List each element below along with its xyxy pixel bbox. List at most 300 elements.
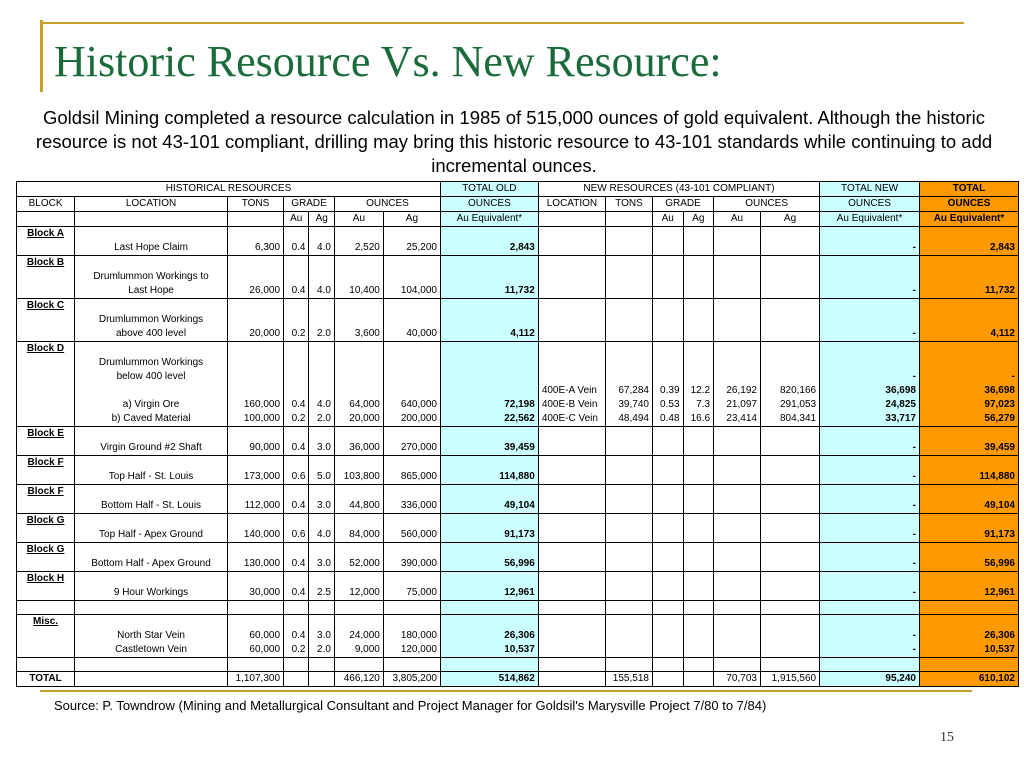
cell-ounces-au [334, 384, 383, 398]
cell-total-old [440, 427, 538, 442]
cell-new-location [538, 572, 605, 587]
cell-total-new [820, 227, 920, 242]
cell-new-grade-au [652, 356, 683, 370]
cell-ounces-ag: 104,000 [383, 284, 440, 299]
cell-ounces-au [334, 313, 383, 327]
cell-new-tons [606, 543, 653, 558]
cell-grade-ag: 2.0 [309, 412, 334, 427]
cell-total: 39,459 [920, 441, 1019, 456]
cell-new-grade-au [652, 256, 683, 271]
cell-grade-au [284, 514, 309, 529]
cell-block: Block G [17, 543, 75, 558]
cell-total-new: - [820, 284, 920, 299]
cell-ounces-au [334, 572, 383, 587]
cell-total-new: - [820, 441, 920, 456]
cell-total: 11,732 [920, 284, 1019, 299]
table-row [17, 256, 1019, 271]
cell-tons: 140,000 [227, 528, 283, 543]
cell-grade-ag [309, 572, 334, 587]
cell-location [75, 514, 228, 529]
cell-new-tons [606, 658, 653, 672]
cell-location [75, 615, 228, 630]
cell-new-tons [606, 586, 653, 601]
cell-new-ounces-au [714, 227, 761, 242]
cell-grade-ag: 3.0 [309, 441, 334, 456]
cell-new-tons: 39,740 [606, 398, 653, 412]
cell-ounces-au [334, 427, 383, 442]
cell-ounces-au: 84,000 [334, 528, 383, 543]
cell-tons [227, 601, 283, 615]
cell-new-ounces-au [714, 327, 761, 342]
cell-tons [227, 543, 283, 558]
cell-new-location [538, 270, 605, 284]
cell-new-ounces-ag [760, 299, 819, 314]
cell-block: Block F [17, 485, 75, 500]
source-note: Source: P. Towndrow (Mining and Metallurgical Consultant and Project Manager for Goldsil's Marysville Project 7/80 to 7/84) [54, 698, 767, 713]
cell-total-old [440, 256, 538, 271]
cell-ounces-ag [383, 384, 440, 398]
cell-grade-au: 0.2 [284, 643, 309, 658]
header-block: BLOCK [17, 197, 75, 212]
cell-grade-au: 0.4 [284, 284, 309, 299]
cell-new-location [538, 514, 605, 529]
cell-new-location [538, 313, 605, 327]
cell-block: TOTAL [17, 672, 75, 687]
cell-new-ounces-au [714, 543, 761, 558]
cell-grade-ag [309, 615, 334, 630]
table-row [17, 241, 1019, 256]
cell-ounces-ag [383, 313, 440, 327]
cell-block [17, 327, 75, 342]
cell-location: Drumlummon Workings [75, 313, 228, 327]
cell-new-location [538, 543, 605, 558]
cell-total-old: 56,996 [440, 557, 538, 572]
cell-new-location [538, 499, 605, 514]
cell-total-new: - [820, 586, 920, 601]
cell-ounces-ag [383, 601, 440, 615]
cell-total: 26,306 [920, 629, 1019, 643]
cell-new-location: 400E-B Vein [538, 398, 605, 412]
intro-paragraph: Goldsil Mining completed a resource calculation in 1985 of 515,000 ounces of gold equivalent. Although the historic resource is not 43-101 compliant, drilling may bring this historic resource to 43-101 standards while continuing to add incremental ounces. [35, 107, 993, 176]
cell-new-tons [606, 284, 653, 299]
cell-total-old: 49,104 [440, 499, 538, 514]
page-number: 15 [940, 730, 954, 745]
cell-total-new [820, 356, 920, 370]
cell-location: North Star Vein [75, 629, 228, 643]
cell-ounces-ag [383, 427, 440, 442]
resource-table [16, 181, 1019, 687]
cell-grade-au: 0.6 [284, 528, 309, 543]
cell-ounces-ag: 75,000 [383, 586, 440, 601]
cell-grade-au [284, 342, 309, 357]
cell-new-tons [606, 470, 653, 485]
cell-new-grade-au [652, 284, 683, 299]
cell-total-new [820, 572, 920, 587]
sub-header-empty [538, 212, 605, 227]
cell-new-grade-au [652, 629, 683, 643]
table-row [17, 227, 1019, 242]
cell-ounces-ag: 336,000 [383, 499, 440, 514]
cell-block [17, 412, 75, 427]
cell-tons [227, 299, 283, 314]
cell-new-grade-au [652, 370, 683, 384]
cell-total-old: 10,537 [440, 643, 538, 658]
cell-ounces-ag: 865,000 [383, 470, 440, 485]
cell-new-grade-au [652, 672, 683, 687]
cell-tons [227, 313, 283, 327]
cell-grade-au [284, 485, 309, 500]
cell-total-old [440, 270, 538, 284]
cell-ounces-ag: 3,805,200 [383, 672, 440, 687]
cell-block [17, 629, 75, 643]
table-row [17, 658, 1019, 672]
cell-location [75, 601, 228, 615]
cell-total [920, 342, 1019, 357]
cell-new-ounces-ag [760, 643, 819, 658]
cell-tons: 20,000 [227, 327, 283, 342]
table-row [17, 370, 1019, 384]
cell-block: Block A [17, 227, 75, 242]
cell-total [920, 227, 1019, 242]
sub-header-au-equivalent: Au Equivalent* [920, 212, 1019, 227]
cell-new-location [538, 427, 605, 442]
cell-new-grade-ag: 16.6 [683, 412, 714, 427]
cell-ounces-au [334, 514, 383, 529]
cell-new-grade-ag [683, 241, 714, 256]
cell-new-ounces-ag [760, 456, 819, 471]
cell-tons [227, 615, 283, 630]
cell-ounces-au [334, 456, 383, 471]
header-total-old-ounces: OUNCES [440, 197, 538, 212]
cell-new-location [538, 470, 605, 485]
cell-new-grade-ag [683, 470, 714, 485]
cell-new-grade-au [652, 572, 683, 587]
cell-total-new [820, 615, 920, 630]
cell-location [75, 456, 228, 471]
cell-new-grade-ag [683, 485, 714, 500]
cell-new-ounces-ag [760, 528, 819, 543]
cell-tons: 173,000 [227, 470, 283, 485]
cell-total-old [440, 370, 538, 384]
cell-new-grade-au: 0.39 [652, 384, 683, 398]
cell-total: 91,173 [920, 528, 1019, 543]
cell-tons [227, 370, 283, 384]
cell-total: 56,996 [920, 557, 1019, 572]
cell-ounces-ag: 270,000 [383, 441, 440, 456]
cell-new-grade-ag [683, 441, 714, 456]
cell-new-tons [606, 557, 653, 572]
cell-grade-au [284, 658, 309, 672]
cell-total-new [820, 256, 920, 271]
cell-tons [227, 427, 283, 442]
cell-total-new: - [820, 370, 920, 384]
cell-ounces-au [334, 658, 383, 672]
cell-new-grade-ag [683, 299, 714, 314]
cell-location [75, 256, 228, 271]
cell-new-grade-au: 0.53 [652, 398, 683, 412]
table-row [17, 629, 1019, 643]
cell-total-new: 33,717 [820, 412, 920, 427]
cell-new-location [538, 356, 605, 370]
cell-new-grade-ag [683, 227, 714, 242]
cell-grade-ag: 4.0 [309, 284, 334, 299]
cell-total [920, 601, 1019, 615]
cell-location: Last Hope Claim [75, 241, 228, 256]
cell-new-ounces-au [714, 572, 761, 587]
cell-total-old: 4,112 [440, 327, 538, 342]
cell-new-ounces-ag [760, 514, 819, 529]
cell-new-grade-au [652, 456, 683, 471]
cell-total-new: 24,825 [820, 398, 920, 412]
cell-new-grade-au [652, 342, 683, 357]
cell-total [920, 256, 1019, 271]
cell-grade-au [284, 299, 309, 314]
cell-total-new [820, 299, 920, 314]
cell-block [17, 586, 75, 601]
cell-new-grade-au [652, 313, 683, 327]
cell-tons [227, 356, 283, 370]
cell-ounces-au: 103,800 [334, 470, 383, 485]
cell-ounces-au: 64,000 [334, 398, 383, 412]
cell-new-tons: 48,494 [606, 412, 653, 427]
cell-total [920, 485, 1019, 500]
cell-new-ounces-au [714, 342, 761, 357]
cell-grade-au [284, 601, 309, 615]
header-new-location: LOCATION [538, 197, 605, 212]
cell-grade-ag: 3.0 [309, 557, 334, 572]
cell-total-new [820, 514, 920, 529]
cell-block: Block H [17, 572, 75, 587]
cell-location: above 400 level [75, 327, 228, 342]
cell-new-ounces-ag [760, 557, 819, 572]
header-new: NEW RESOURCES (43-101 COMPLIANT) [538, 182, 819, 197]
cell-ounces-ag [383, 514, 440, 529]
cell-ounces-ag [383, 615, 440, 630]
cell-new-ounces-au [714, 299, 761, 314]
sub-header-au-equivalent: Au Equivalent* [820, 212, 920, 227]
cell-new-grade-ag [683, 427, 714, 442]
cell-new-tons [606, 427, 653, 442]
cell-new-grade-ag [683, 327, 714, 342]
table-row [17, 485, 1019, 500]
cell-location: Bottom Half - Apex Ground [75, 557, 228, 572]
cell-block [17, 370, 75, 384]
table-row [17, 456, 1019, 471]
cell-location: Last Hope [75, 284, 228, 299]
cell-new-tons [606, 629, 653, 643]
cell-total [920, 356, 1019, 370]
cell-location: Top Half - Apex Ground [75, 528, 228, 543]
cell-ounces-ag [383, 227, 440, 242]
cell-new-ounces-ag [760, 227, 819, 242]
cell-location [75, 299, 228, 314]
cell-new-grade-ag [683, 643, 714, 658]
cell-new-ounces-ag [760, 601, 819, 615]
cell-new-ounces-au [714, 370, 761, 384]
cell-grade-au [284, 256, 309, 271]
cell-tons: 112,000 [227, 499, 283, 514]
cell-new-grade-ag [683, 313, 714, 327]
header-total-new-ounces: OUNCES [820, 197, 920, 212]
header-total-new: TOTAL NEW [820, 182, 920, 197]
cell-grade-au [284, 313, 309, 327]
cell-new-grade-au [652, 514, 683, 529]
title-accent-vertical [40, 20, 43, 92]
cell-tons [227, 658, 283, 672]
cell-new-location [538, 557, 605, 572]
cell-new-ounces-ag [760, 356, 819, 370]
cell-block [17, 241, 75, 256]
cell-new-ounces-ag: 291,053 [760, 398, 819, 412]
cell-tons: 60,000 [227, 643, 283, 658]
cell-total-old: 22,562 [440, 412, 538, 427]
cell-total: 610,102 [920, 672, 1019, 687]
cell-new-location [538, 456, 605, 471]
cell-total-old [440, 342, 538, 357]
cell-ounces-au [334, 601, 383, 615]
cell-total [920, 313, 1019, 327]
cell-new-tons [606, 601, 653, 615]
cell-total: 4,112 [920, 327, 1019, 342]
cell-new-grade-au [652, 227, 683, 242]
table-row [17, 543, 1019, 558]
cell-new-grade-au [652, 528, 683, 543]
cell-new-ounces-ag: 804,341 [760, 412, 819, 427]
cell-new-location: 400E-A Vein [538, 384, 605, 398]
cell-new-grade-au [652, 241, 683, 256]
cell-new-location [538, 299, 605, 314]
cell-grade-au: 0.4 [284, 499, 309, 514]
cell-new-ounces-ag [760, 658, 819, 672]
cell-grade-au: 0.6 [284, 470, 309, 485]
cell-grade-au [284, 427, 309, 442]
cell-total [920, 270, 1019, 284]
cell-new-tons [606, 327, 653, 342]
cell-total-old [440, 456, 538, 471]
cell-ounces-au [334, 615, 383, 630]
cell-ounces-ag [383, 370, 440, 384]
cell-ounces-au: 52,000 [334, 557, 383, 572]
cell-total-old [440, 601, 538, 615]
cell-new-ounces-au: 70,703 [714, 672, 761, 687]
header-new-tons: TONS [606, 197, 653, 212]
cell-new-ounces-ag [760, 629, 819, 643]
cell-new-ounces-au: 26,192 [714, 384, 761, 398]
cell-new-location [538, 601, 605, 615]
cell-ounces-ag: 40,000 [383, 327, 440, 342]
cell-location: b) Caved Material [75, 412, 228, 427]
cell-grade-au [284, 356, 309, 370]
cell-total-new [820, 485, 920, 500]
cell-tons: 160,000 [227, 398, 283, 412]
cell-grade-au: 0.2 [284, 412, 309, 427]
cell-new-grade-ag [683, 370, 714, 384]
cell-total-new [820, 270, 920, 284]
cell-ounces-ag: 180,000 [383, 629, 440, 643]
cell-total: - [920, 370, 1019, 384]
cell-ounces-ag: 25,200 [383, 241, 440, 256]
header-new-ounces: OUNCES [714, 197, 820, 212]
cell-block [17, 398, 75, 412]
cell-new-grade-au [652, 485, 683, 500]
cell-tons [227, 514, 283, 529]
cell-block: Block D [17, 342, 75, 357]
cell-tons: 30,000 [227, 586, 283, 601]
cell-new-ounces-au [714, 256, 761, 271]
cell-ounces-ag: 120,000 [383, 643, 440, 658]
cell-new-grade-ag [683, 672, 714, 687]
cell-total-old [440, 313, 538, 327]
cell-total: 114,880 [920, 470, 1019, 485]
cell-grade-au: 0.4 [284, 586, 309, 601]
cell-location: Drumlummon Workings to [75, 270, 228, 284]
cell-location [75, 227, 228, 242]
cell-tons: 1,107,300 [227, 672, 283, 687]
cell-new-grade-ag [683, 658, 714, 672]
table-row [17, 412, 1019, 427]
cell-total: 36,698 [920, 384, 1019, 398]
cell-total-old [440, 299, 538, 314]
cell-ounces-au [334, 256, 383, 271]
cell-grade-ag: 2.0 [309, 327, 334, 342]
cell-new-ounces-ag [760, 313, 819, 327]
cell-grade-au [284, 615, 309, 630]
table-row [17, 528, 1019, 543]
cell-total-new: - [820, 470, 920, 485]
header-location: LOCATION [75, 197, 228, 212]
cell-ounces-ag [383, 256, 440, 271]
cell-new-ounces-au [714, 485, 761, 500]
cell-block: Block F [17, 456, 75, 471]
cell-grade-ag [309, 384, 334, 398]
cell-tons [227, 227, 283, 242]
cell-ounces-ag [383, 270, 440, 284]
cell-new-grade-au: 0.48 [652, 412, 683, 427]
cell-new-grade-ag [683, 586, 714, 601]
footer-rule [40, 690, 972, 692]
cell-location: Castletown Vein [75, 643, 228, 658]
sub-header-empty [17, 212, 75, 227]
cell-total-old [440, 615, 538, 630]
cell-grade-ag [309, 658, 334, 672]
cell-tons [227, 270, 283, 284]
cell-grade-ag [309, 601, 334, 615]
cell-grade-au [284, 370, 309, 384]
cell-tons [227, 384, 283, 398]
cell-total-new: - [820, 499, 920, 514]
cell-block: Block B [17, 256, 75, 271]
header-ounces: OUNCES [334, 197, 440, 212]
cell-new-grade-ag [683, 456, 714, 471]
table-row [17, 499, 1019, 514]
cell-grade-ag: 4.0 [309, 528, 334, 543]
sub-header-empty [606, 212, 653, 227]
sub-header-au: Au [714, 212, 761, 227]
cell-new-ounces-ag [760, 270, 819, 284]
cell-total-new: - [820, 643, 920, 658]
cell-total-new [820, 601, 920, 615]
cell-grade-ag: 4.0 [309, 241, 334, 256]
cell-new-location [538, 615, 605, 630]
cell-new-ounces-au [714, 514, 761, 529]
cell-new-grade-au [652, 586, 683, 601]
cell-new-grade-au [652, 643, 683, 658]
cell-ounces-ag [383, 456, 440, 471]
cell-grade-au [284, 572, 309, 587]
cell-new-location [538, 643, 605, 658]
cell-total [920, 514, 1019, 529]
cell-grade-au [284, 672, 309, 687]
